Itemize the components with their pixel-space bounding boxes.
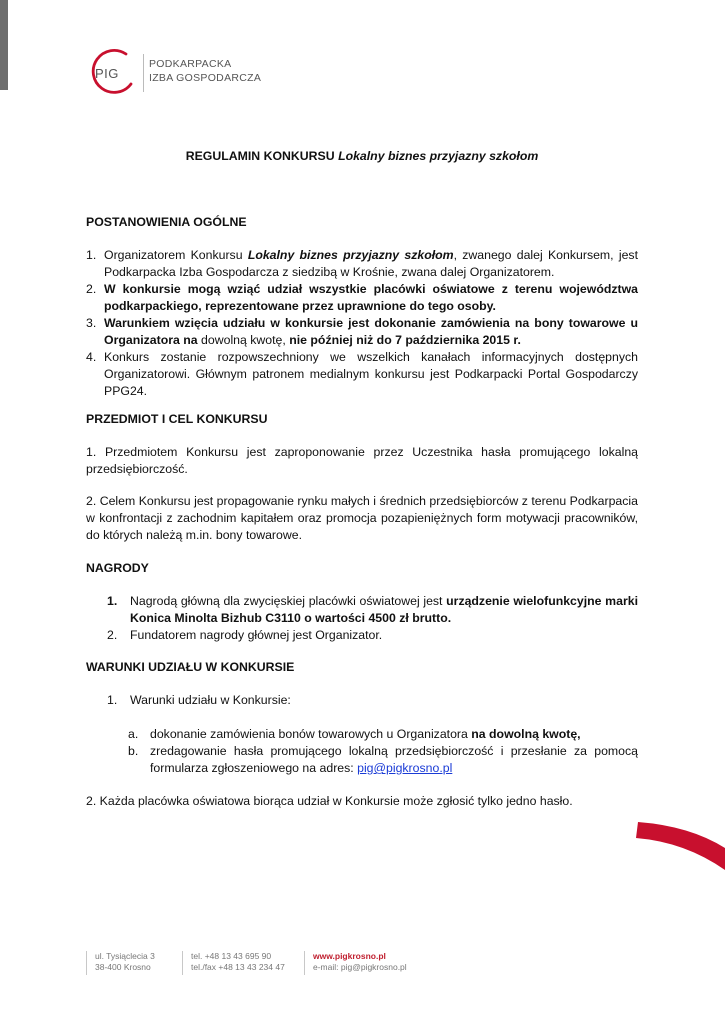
conditions-paragraph-2: 2. Każda placówka oświatowa biorąca udział w Konkursie może zgłosić tylko jedno hasło. [86, 794, 573, 808]
title-italic: Lokalny biznes przyjazny szkołom [338, 149, 539, 163]
email-link[interactable]: pig@pigkrosno.pl [357, 761, 453, 775]
list-item: 1. Nagrodą główną dla zwycięskiej placówki oświatowej jest urządzenie wielofunkcyjne marki Konica Minolta Bizhub C3110 o wartości 4500 zł brutto. [107, 594, 638, 625]
general-list [86, 247, 638, 400]
conditions-list [107, 692, 638, 709]
list-item: 3. Warunkiem wzięcia udziału w konkursie jest dokonanie zamówienia na bony towarowe u Organizatora na dowolną kwotę, nie później niż do 7 października 2015 r. [86, 316, 638, 347]
list-item: 4. Konkurs zostanie rozpowszechniony we wszelkich kanałach informacyjnych dostępnych Organizatorowi. Głównym patronem medialnym konkursu jest Podkarpacki Portal Gospodarczy PPG24. [86, 350, 638, 398]
decorative-red-arc [630, 818, 725, 870]
footer-address: ul. Tysiąclecia 3 38-400 Krosno [86, 951, 155, 975]
list-item: a. dokonanie zamówienia bonów towarowych u Organizatora na dowolną kwotę, [128, 727, 581, 741]
heading-general: POSTANOWIENIA OGÓLNE [86, 215, 247, 229]
footer-web [304, 951, 407, 975]
heading-prizes: NAGRODY [86, 561, 149, 575]
document-title: REGULAMIN KONKURSU Lokalny biznes przyjazny szkołom [185, 149, 539, 163]
logo-separator [143, 54, 144, 92]
subject-paragraph-1: 1. Przedmiotem Konkursu jest zaproponowanie przez Uczestnika hasła promującego lokalną przedsiębiorczość. [86, 445, 638, 476]
conditions-sublist [128, 726, 638, 777]
page-edge-mark [0, 0, 8, 90]
list-item: 1. Organizatorem Konkursu Lokalny biznes przyjazny szkołom, zwanego dalej Konkursem, jest Podkarpacka Izba Gospodarcza z siedzibą w Krośnie, zwana dalej Organizatorem. [86, 248, 638, 279]
footer-www-link[interactable]: www.pigkrosno.pl [313, 951, 386, 961]
logo-line-1: PODKARPACKA [149, 58, 232, 70]
list-item: 1. Warunki udziału w Konkursie: [107, 693, 291, 707]
logo-name [149, 57, 261, 85]
heading-conditions: WARUNKI UDZIAŁU W KONKURSIE [86, 660, 295, 674]
list-item: 2. Fundatorem nagrody głównej jest Organizator. [107, 628, 383, 642]
logo-abbr: PIG [95, 66, 119, 81]
logo-line-2: IZBA GOSPODARCZA [149, 72, 262, 84]
heading-subject: PRZEDMIOT I CEL KONKURSU [86, 412, 268, 426]
prizes-list [107, 593, 638, 644]
list-item: 2. W konkursie mogą wziąć udział wszystkie placówki oświatowe z terenu województwa podkarpackiego, reprezentowane przez uprawnione do tego osoby. [86, 282, 638, 313]
subject-paragraph-2: 2. Celem Konkursu jest propagowanie rynku małych i średnich przedsiębiorców z terenu Podkarpacia w konfrontacji z zachodnim kapitałem oraz promocja pozapieniężnych form motywacji pracowników, do których należą m.in. bony towarowe. [86, 494, 638, 542]
footer-email[interactable]: e-mail: pig@pigkrosno.pl [313, 962, 407, 972]
list-item: b. zredagowanie hasła promującego lokalną przedsiębiorczość i przesłanie za pomocą formularza zgłoszeniowego na adres: pig@pigkrosno.pl [128, 744, 638, 775]
footer-phones: tel. +48 13 43 695 90 tel./fax +48 13 43 234 47 [182, 951, 285, 975]
